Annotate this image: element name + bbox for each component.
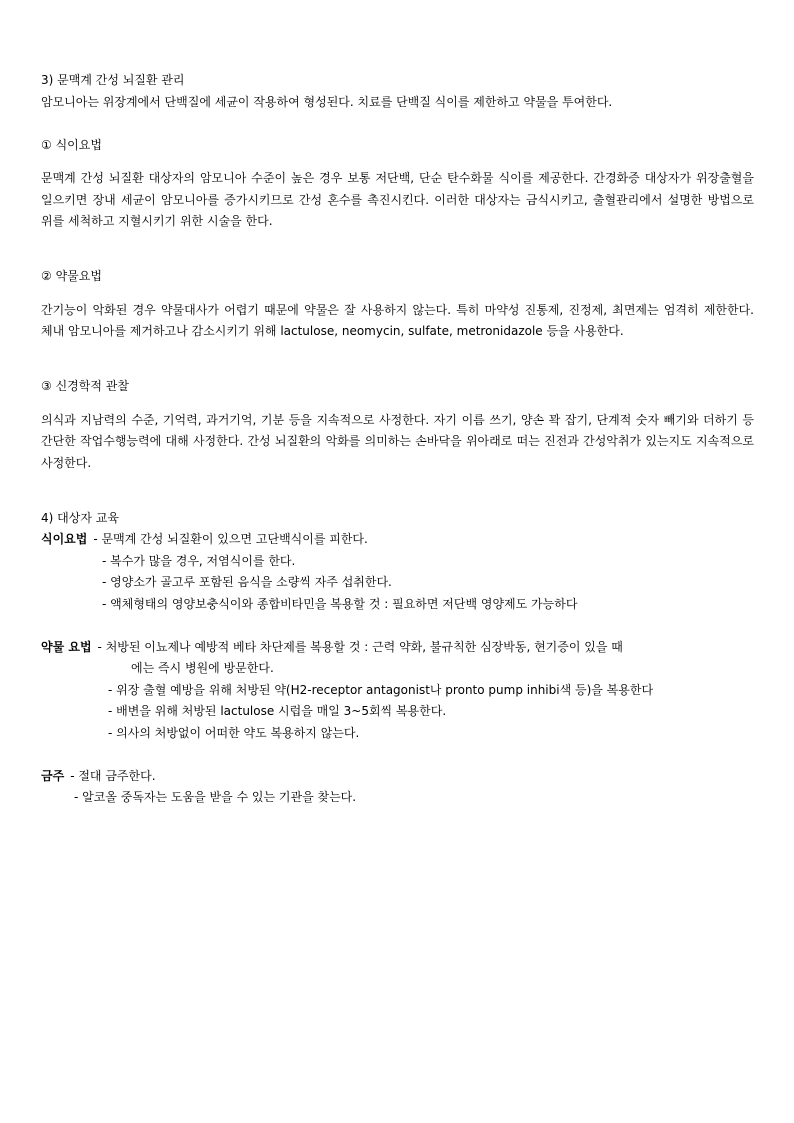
education-drug-item-continued: 에는 즉시 병원에 방문한다. xyxy=(131,661,274,675)
education-diet-item: - 영양소가 골고루 포함된 음식을 소량씩 자주 섭취한다. xyxy=(102,575,392,589)
education-alcohol-item: - 알코올 중독자는 도움을 받을 수 있는 기관을 찾는다. xyxy=(74,790,357,804)
education-diet-label: 식이요법 xyxy=(41,532,88,546)
education-diet-item: - 문맥계 간성 뇌질환이 있으면 고단백식이를 피한다. xyxy=(93,532,368,546)
education-alcohol-label: 금주 xyxy=(41,768,65,783)
education-drug-item: - 위장 출혈 예방을 위해 처방된 약(H2-receptor antagonist나 pronto pump inhibi색 등)을 복용한다 xyxy=(108,682,654,697)
section-3-intro: 암모니아는 위장계에서 단백질에 세균이 작용하여 형성된다. 치료를 단백질 식이를 제한하고 약물을 투여한다. xyxy=(41,94,613,109)
education-drug-item: - 처방된 이뇨제나 예방적 베타 차단제를 복용할 것 : 근력 약화, 불규칙한 심장박동, 현기증이 있을 때 xyxy=(97,639,623,654)
education-drug-label: 약물 요법 xyxy=(41,639,92,654)
neuro-observation-heading: ③ 신경학적 관찰 xyxy=(41,379,129,393)
education-alcohol-item: - 절대 금주한다. xyxy=(70,768,156,783)
education-drug-item: - 의사의 처방없이 어떠한 약도 복용하지 않는다. xyxy=(108,725,360,740)
education-alcohol-row xyxy=(41,766,754,788)
section-3-heading: 3) 문맥계 간성 뇌질환 관리 xyxy=(41,73,185,87)
education-diet-item: - 복수가 많을 경우, 저염식이를 한다. xyxy=(102,553,296,568)
section-4-heading: 4) 대상자 교육 xyxy=(41,510,119,525)
education-drug-row xyxy=(41,637,754,659)
education-diet-row xyxy=(41,529,754,551)
neuro-observation-text: 의식과 지남력의 수준, 기억력, 과거기억, 기분 등을 지속적으로 사정한다. 자기 이름 쓰기, 양손 꽉 잡기, 단계적 숫자 빼기와 더하기 등 간단한 작업수행능력에 대해 사정한다. 간성 뇌질환의 악화를 의미하는 손바닥을 위아래로 떠는 진전과 간성악취가 있는지도 지속적으로 사정한다. xyxy=(41,412,754,470)
drug-therapy-heading: ② 약물요법 xyxy=(41,269,102,283)
drug-therapy-text: 간기능이 악화된 경우 약물대사가 어렵기 때문에 약물은 잘 사용하지 않는다. 특히 마약성 진통제, 진정제, 최면제는 엄격히 제한한다. 체내 암모니아를 제거하고나 감소시키기 위해 lactulose, neomycin, sulfate, metronidazole 등을 사용한다. xyxy=(41,302,754,338)
diet-therapy-heading: ① 식이요법 xyxy=(41,137,102,152)
document-page xyxy=(41,70,754,809)
diet-therapy-text: 문맥계 간성 뇌질환 대상자의 암모니아 수준이 높은 경우 보통 저단백, 단순 탄수화물 식이를 제공한다. 간경화증 대상자가 위장출혈을 일으키면 장내 세균이 암모니아를 증가시키므로 간성 혼수를 촉진시킨다. 이러한 대상자는 금식시키고, 출혈관리에서 설명한 방법으로 위를 세척하고 지혈시키기 위한 시술을 한다. xyxy=(41,171,754,228)
education-diet-item: - 액체형태의 영양보충식이와 종합비타민을 복용할 것 : 필요하면 저단백 영양제도 가능하다 xyxy=(102,596,578,611)
education-drug-item: - 배변을 위해 처방된 lactulose 시럽을 매일 3~5회씩 복용한다. xyxy=(108,704,447,718)
